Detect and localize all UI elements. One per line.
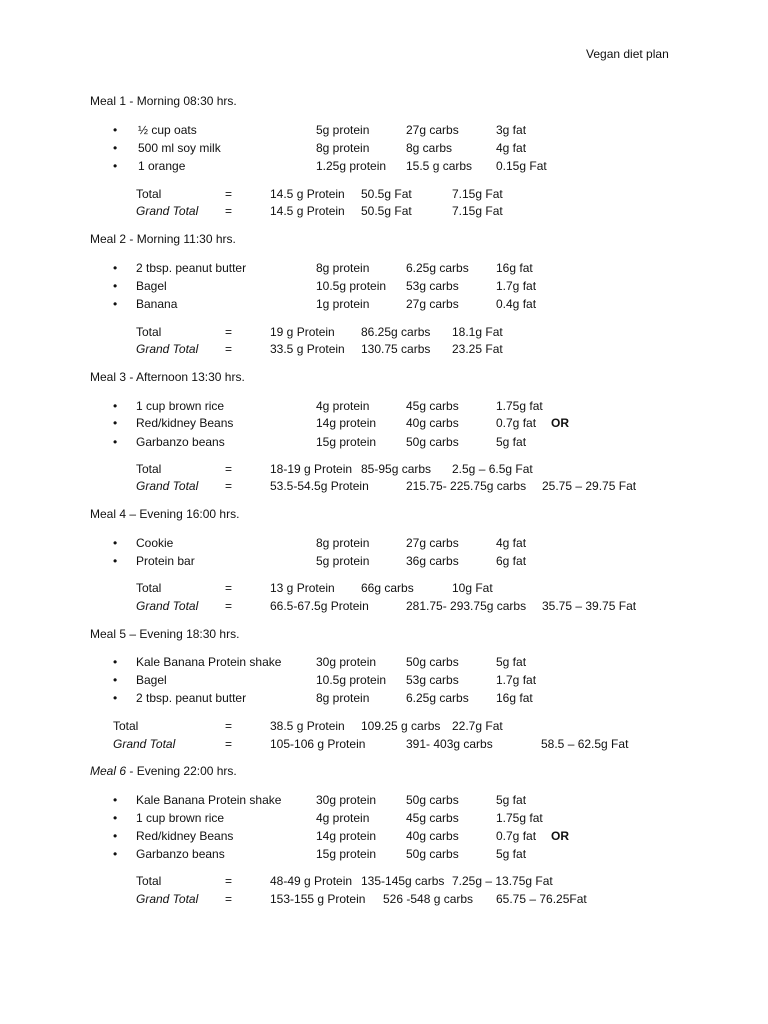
meal-heading (90, 232, 236, 246)
equals-sign: = (225, 719, 233, 733)
grand-total-protein: 66.5-67.5g Protein (270, 599, 369, 613)
food-item-carbs: 27g carbs (406, 536, 459, 550)
total-carbs: 85-95g carbs (361, 462, 432, 476)
food-item-protein: 30g protein (316, 655, 377, 669)
food-item-fat: 1.7g fat (496, 279, 537, 293)
bullet-icon: • (113, 399, 118, 413)
total-carbs: 109.25 g carbs (361, 719, 441, 733)
meal-number: Meal 3 (90, 370, 127, 384)
total-label: Total (136, 874, 162, 888)
food-item-carbs: 50g carbs (406, 655, 459, 669)
bullet-icon: • (113, 297, 118, 311)
total-fat: 7.25g – 13.75g Fat (452, 874, 553, 888)
total-second-value: 50.5g Fat (361, 187, 412, 201)
food-item-name: Banana (136, 297, 178, 311)
food-item-name: Kale Banana Protein shake (136, 655, 282, 669)
equals-sign: = (225, 325, 233, 339)
total-carbs: 66g carbs (361, 581, 414, 595)
bullet-icon: • (113, 847, 118, 861)
grand-total-label: Grand Total (136, 892, 199, 906)
grand-total-protein: 153-155 g Protein (270, 892, 366, 906)
bullet-icon: • (113, 416, 118, 430)
food-item-fat: 1.75g fat (496, 811, 543, 825)
equals-sign: = (225, 204, 233, 218)
food-item-name: Bagel (136, 673, 167, 687)
grand-total-carbs: 526 -548 g carbs (383, 892, 474, 906)
grand-total-carbs: 130.75 carbs (361, 342, 431, 356)
meal-time: – Evening 16:00 hrs. (126, 507, 240, 521)
total-label: Total (136, 325, 162, 339)
food-item-carbs: 40g carbs (406, 829, 459, 843)
grand-total-fat: 7.15g Fat (452, 204, 503, 218)
food-item-protein: 14g protein (316, 416, 377, 430)
food-item-protein: 8g protein (316, 536, 370, 550)
food-item-name: Red/kidney Beans (136, 829, 234, 843)
meal-time: - Morning 11:30 hrs. (126, 232, 236, 246)
food-item-name: Garbanzo beans (136, 847, 225, 861)
bullet-icon: • (113, 673, 118, 687)
equals-sign: = (225, 342, 233, 356)
bullet-icon: • (113, 435, 118, 449)
bullet-icon: • (113, 655, 118, 669)
bullet-icon: • (113, 536, 118, 550)
equals-sign: = (225, 462, 233, 476)
food-item-carbs: 6.25g carbs (406, 261, 469, 275)
food-item-fat: 4g fat (496, 536, 527, 550)
total-label: Total (113, 719, 139, 733)
food-item-fat: 5g fat (496, 655, 527, 669)
bullet-icon: • (113, 691, 118, 705)
food-item-fat: 16g fat (496, 691, 533, 705)
equals-sign: = (225, 892, 233, 906)
food-item-protein: 8g protein (316, 141, 370, 155)
meal-number: Meal 1 (90, 94, 127, 108)
total-label: Total (136, 187, 162, 201)
meal-heading (90, 94, 237, 108)
grand-total-label: Grand Total (136, 342, 199, 356)
food-item-protein: 15g protein (316, 847, 377, 861)
total-fat: 10g Fat (452, 581, 493, 595)
food-item-protein: 15g protein (316, 435, 377, 449)
food-item-protein: 14g protein (316, 829, 377, 843)
total-protein: 19 g Protein (270, 325, 335, 339)
bullet-icon: • (113, 829, 118, 843)
meal-time: - Morning 08:30 hrs. (126, 94, 237, 108)
food-item-fat: 0.7g fat (496, 416, 537, 430)
grand-total-carbs: 215.75- 225.75g carbs (406, 479, 527, 493)
food-item-protein: 30g protein (316, 793, 377, 807)
grand-total-protein: 105-106 g Protein (270, 737, 366, 751)
food-item-carbs: 27g carbs (406, 297, 459, 311)
food-item-fat: 5g fat (496, 435, 527, 449)
bullet-icon: • (113, 159, 118, 173)
food-item-name: Cookie (136, 536, 174, 550)
food-item-fat: 5g fat (496, 793, 527, 807)
total-carbs: 135-145g carbs (361, 874, 445, 888)
meal-number: Meal 4 (90, 507, 127, 521)
food-item-fat: 0.7g fat (496, 829, 537, 843)
grand-total-fat: 35.75 – 39.75 Fat (542, 599, 637, 613)
food-item-name: Red/kidney Beans (136, 416, 234, 430)
food-item-protein: 4g protein (316, 811, 370, 825)
total-fat: 2.5g – 6.5g Fat (452, 462, 533, 476)
equals-sign: = (225, 581, 233, 595)
food-item-fat: 16g fat (496, 261, 533, 275)
grand-total-fat: 25.75 – 29.75 Fat (542, 479, 637, 493)
food-item-protein: 10.5g protein (316, 673, 387, 687)
document-title: Vegan diet plan (586, 47, 669, 61)
food-item-fat: 5g fat (496, 847, 527, 861)
food-item-fat: 1.75g fat (496, 399, 543, 413)
meal-number: Meal 5 (90, 627, 127, 641)
food-item-name: 1 orange (138, 159, 186, 173)
food-item-carbs: 15.5 g carbs (406, 159, 473, 173)
equals-sign: = (225, 479, 233, 493)
meal-heading (90, 764, 237, 778)
food-item-name: 2 tbsp. peanut butter (136, 691, 247, 705)
food-item-carbs: 8g carbs (406, 141, 453, 155)
equals-sign: = (225, 874, 233, 888)
meal-heading (90, 507, 239, 521)
grand-total-fat: 65.75 – 76.25Fat (496, 892, 587, 906)
food-item-name: 1 cup brown rice (136, 811, 225, 825)
food-item-protein: 8g protein (316, 261, 370, 275)
food-item-name: ½ cup oats (138, 123, 197, 137)
food-item-fat: 0.4g fat (496, 297, 537, 311)
food-item-protein: 5g protein (316, 554, 370, 568)
grand-total-label: Grand Total (113, 737, 176, 751)
food-item-carbs: 50g carbs (406, 847, 459, 861)
food-item-carbs: 53g carbs (406, 673, 459, 687)
total-protein: 38.5 g Protein (270, 719, 345, 733)
meal-number: Meal 6 (90, 764, 127, 778)
food-item-carbs: 53g carbs (406, 279, 459, 293)
total-fat: 18.1g Fat (452, 325, 503, 339)
grand-total-protein: 33.5 g Protein (270, 342, 345, 356)
food-item-fat: 6g fat (496, 554, 527, 568)
food-item-protein: 8g protein (316, 691, 370, 705)
total-protein: 13 g Protein (270, 581, 335, 595)
food-item-fat: 0.15g Fat (496, 159, 547, 173)
food-item-protein: 4g protein (316, 399, 370, 413)
bullet-icon: • (113, 793, 118, 807)
food-item-carbs: 50g carbs (406, 793, 459, 807)
food-item-fat: 3g fat (496, 123, 527, 137)
food-item-carbs: 45g carbs (406, 399, 459, 413)
food-item-carbs: 45g carbs (406, 811, 459, 825)
food-item-name: Protein bar (136, 554, 195, 568)
total-fat: 22.7g Fat (452, 719, 503, 733)
food-item-carbs: 6.25g carbs (406, 691, 469, 705)
total-label: Total (136, 581, 162, 595)
food-item-name: 2 tbsp. peanut butter (136, 261, 247, 275)
meal-heading (90, 370, 245, 384)
grand-total-label: Grand Total (136, 204, 199, 218)
bullet-icon: • (113, 554, 118, 568)
total-protein: 14.5 g Protein (270, 187, 345, 201)
food-item-name: Bagel (136, 279, 167, 293)
total-carbs: 86.25g carbs (361, 325, 431, 339)
grand-total-protein: 53.5-54.5g Protein (270, 479, 369, 493)
grand-total-protein: 14.5 g Protein (270, 204, 345, 218)
food-item-fat: 4g fat (496, 141, 527, 155)
meal-time: - Evening 22:00 hrs. (126, 764, 237, 778)
food-item-fat: 1.7g fat (496, 673, 537, 687)
food-item-carbs: 27g carbs (406, 123, 459, 137)
food-item-protein: 1g protein (316, 297, 370, 311)
food-item-protein: 5g protein (316, 123, 370, 137)
food-item-name: 500 ml soy milk (138, 141, 221, 155)
total-label: Total (136, 462, 162, 476)
total-protein: 18-19 g Protein (270, 462, 353, 476)
total-fat: 7.15g Fat (452, 187, 503, 201)
grand-total-fat: 23.25 Fat (452, 342, 503, 356)
bullet-icon: • (113, 141, 118, 155)
grand-total-second-value: 50.5g Fat (361, 204, 412, 218)
equals-sign: = (225, 187, 233, 201)
grand-total-carbs: 391- 403g carbs (406, 737, 493, 751)
or-label: OR (551, 829, 569, 843)
bullet-icon: • (113, 811, 118, 825)
food-item-name: Kale Banana Protein shake (136, 793, 282, 807)
or-label: OR (551, 416, 569, 430)
food-item-name: Garbanzo beans (136, 435, 225, 449)
grand-total-label: Grand Total (136, 479, 199, 493)
food-item-protein: 10.5g protein (316, 279, 387, 293)
meal-time: - Afternoon 13:30 hrs. (126, 370, 245, 384)
bullet-icon: • (113, 261, 118, 275)
grand-total-carbs: 281.75- 293.75g carbs (406, 599, 527, 613)
food-item-protein: 1.25g protein (316, 159, 387, 173)
food-item-carbs: 36g carbs (406, 554, 459, 568)
equals-sign: = (225, 737, 233, 751)
food-item-name: 1 cup brown rice (136, 399, 225, 413)
total-protein: 48-49 g Protein (270, 874, 353, 888)
bullet-icon: • (113, 123, 118, 137)
food-item-carbs: 50g carbs (406, 435, 459, 449)
equals-sign: = (225, 599, 233, 613)
meal-number: Meal 2 (90, 232, 127, 246)
meal-time: – Evening 18:30 hrs. (126, 627, 240, 641)
grand-total-fat: 58.5 – 62.5g Fat (541, 737, 629, 751)
grand-total-label: Grand Total (136, 599, 199, 613)
meal-heading (90, 627, 239, 641)
bullet-icon: • (113, 279, 118, 293)
food-item-carbs: 40g carbs (406, 416, 459, 430)
